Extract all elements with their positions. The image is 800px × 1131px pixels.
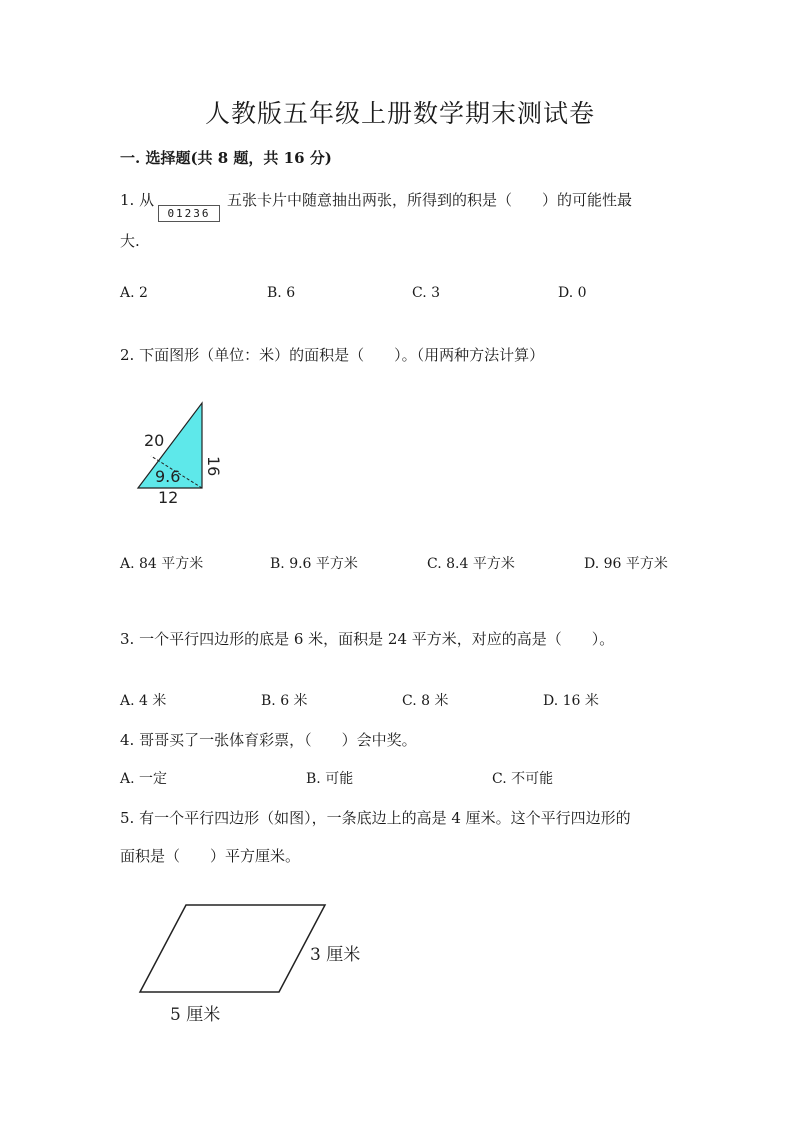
q4-option-a[interactable]: A. 一定	[120, 771, 168, 787]
q1-option-d[interactable]: D. 0	[558, 285, 587, 301]
section-heading: 一. 选择题(共 8 题，共 16 分)	[120, 149, 332, 167]
q5-parallelogram-figure	[130, 890, 380, 1030]
q2-side-label: 16	[204, 456, 223, 477]
q2-option-c[interactable]: C. 8.4 平方米	[427, 556, 515, 572]
q3-text: 3. 一个平行四边形的底是 6 米，面积是 24 平方米，对应的高是（ ）。	[120, 630, 615, 648]
q4-option-b[interactable]: B. 可能	[306, 771, 354, 787]
q2-height-label: 9.6	[155, 467, 181, 486]
q5-text: 5. 有一个平行四边形（如图），一条底边上的高是 4 厘米。这个平行四边形的	[120, 809, 631, 827]
q2-hyp-label: 20	[144, 431, 165, 450]
q2-text: 2. 下面图形（单位：米）的面积是（ ）。（用两种方法计算）	[120, 346, 545, 364]
q5-side-label: 3 厘米	[310, 945, 361, 965]
q1-option-c[interactable]: C. 3	[412, 285, 441, 301]
q2-base-label: 12	[158, 488, 179, 507]
q5-text-continued: 面积是（ ）平方厘米。	[120, 847, 301, 865]
q3-option-b[interactable]: B. 6 米	[261, 693, 308, 709]
q1-option-b[interactable]: B. 6	[267, 285, 296, 301]
q5-base-label: 5 厘米	[170, 1005, 221, 1025]
q2-triangle-figure	[130, 395, 230, 510]
q1-cards-image: 01236	[158, 205, 220, 222]
q2-option-a[interactable]: A. 84 平方米	[120, 556, 204, 572]
q1-option-a[interactable]: A. 2	[120, 285, 148, 301]
q1-prefix: 1. 从	[120, 191, 155, 209]
q2-option-b[interactable]: B. 9.6 平方米	[270, 556, 358, 572]
q4-text: 4. 哥哥买了一张体育彩票，（ ）会中奖。	[120, 731, 417, 749]
q3-option-a[interactable]: A. 4 米	[120, 693, 167, 709]
q1-text-continued: 大.	[120, 232, 140, 250]
q5-parallelogram	[140, 905, 325, 992]
q2-option-d[interactable]: D. 96 平方米	[584, 556, 668, 572]
q3-option-d[interactable]: D. 16 米	[543, 693, 599, 709]
q1-text: 五张卡片中随意抽出两张，所得到的积是（ ）的可能性最	[227, 191, 633, 209]
q4-option-c[interactable]: C. 不可能	[492, 771, 554, 787]
q3-option-c[interactable]: C. 8 米	[402, 693, 449, 709]
page-title: 人教版五年级上册数学期末测试卷	[204, 99, 595, 128]
